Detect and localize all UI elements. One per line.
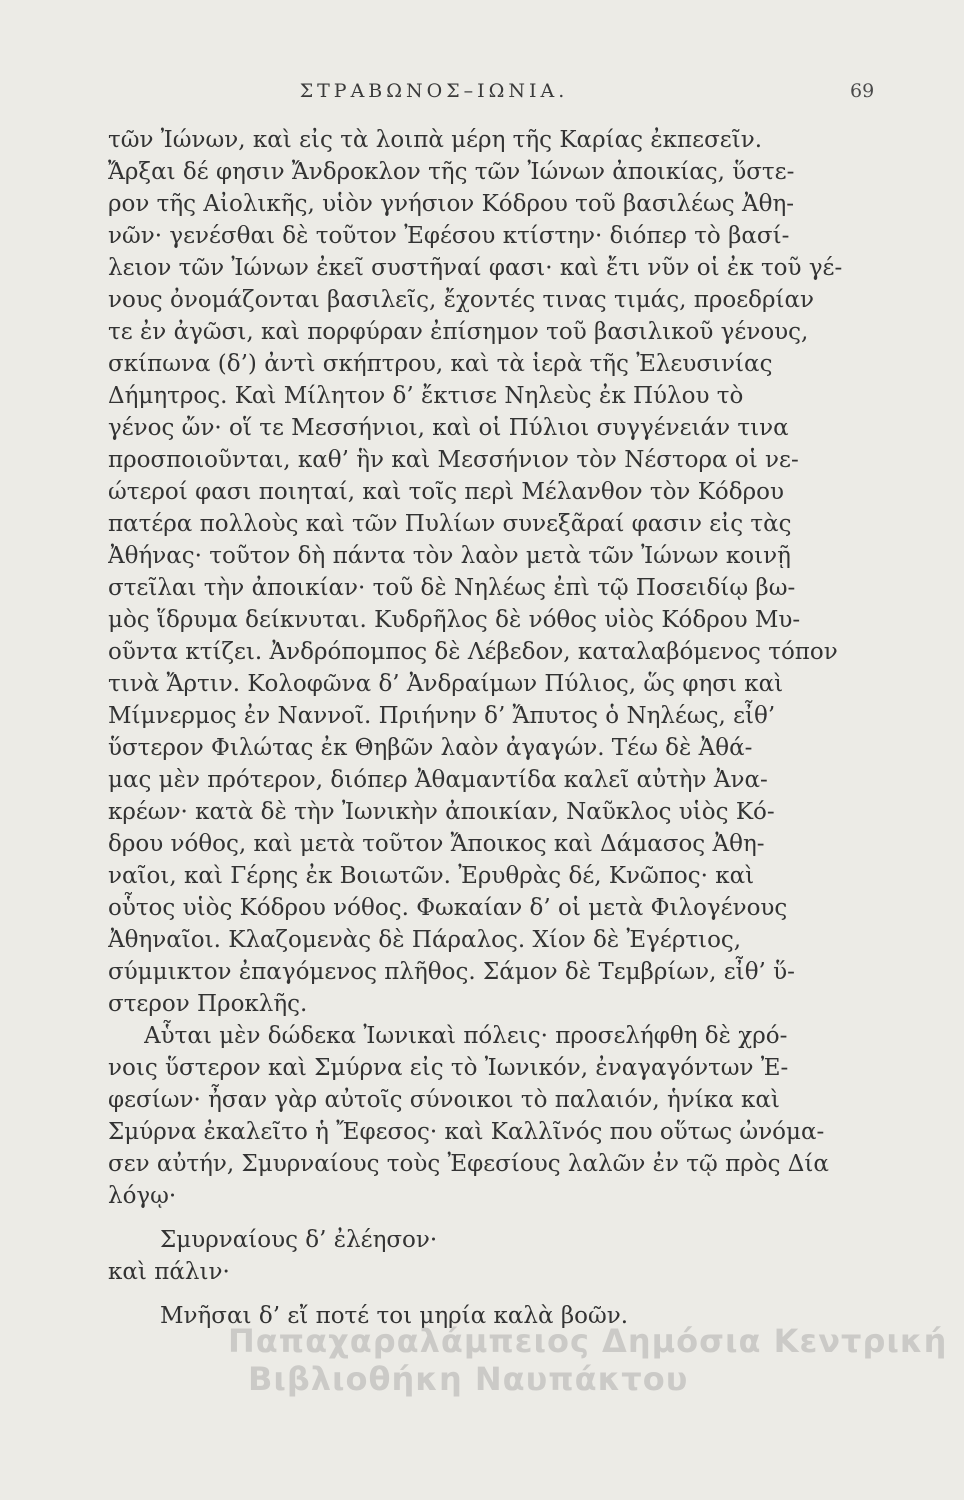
running-head [0, 80, 964, 110]
text-line: Σμύρνα ἐκαλεῖτο ἡ Ἔφεσος· καὶ Καλλῖνός που οὕτως ὠνόμα- [108, 1119, 825, 1145]
text-line: Ἀθήνας· τοῦτον δὴ πάντα τὸν λαὸν μετὰ τῶν Ἰώνων κοινῇ [108, 543, 791, 569]
text-line: ώτεροί φασι ποιηταί, καὶ τοῖς περὶ Μέλανθον τὸν Κόδρου [108, 479, 784, 505]
text-line: γένος ὤν· οἵ τε Μεσσήνιοι, καὶ οἱ Πύλιοι συγγένειάν τινα [108, 415, 789, 441]
text-line: οὗτος υἱὸς Κόδρου νόθος. Φωκαίαν δ’ οἱ μετὰ Φιλογένους [108, 895, 788, 921]
text-line: Αὗται μὲν δώδεκα Ἰωνικαὶ πόλεις· προσελήφθη δὲ χρό- [144, 1023, 788, 1049]
text-line: Ἀθηναῖοι. Κλαζομενὰς δὲ Πάραλος. Χίον δὲ Ἐγέρτιος, [108, 927, 742, 953]
text-line: ναῖοι, καὶ Γέρης ἐκ Βοιωτῶν. Ἐρυθρὰς δέ, Κνῶπος· καὶ [108, 863, 755, 889]
text-line: Δήμητρος. Καὶ Μίλητον δ’ ἔκτισε Νηλεὺς ἐκ Πύλου τὸ [108, 383, 744, 409]
text-line: σεν αὐτήν, Σμυρναίους τοὺς Ἐφεσίους λαλῶν ἐν τῷ πρὸς Δία [108, 1151, 829, 1177]
text-line: μὸς ἵδρυμα δείκνυται. Κυδρῆλος δὲ νόθος υἱὸς Κόδρου Μυ- [108, 607, 801, 633]
text-line: τινὰ Ἄρτιν. Κολοφῶνα δ’ Ἀνδραίμων Πύλιος, ὥς φησι καὶ [108, 671, 784, 697]
text-line: ὕστερον Φιλώτας ἐκ Θηβῶν λαὸν ἀγαγών. Τέω δὲ Ἀθά- [108, 735, 753, 761]
text-line: πατέρα πολλοὺς καὶ τῶν Πυλίων συνεξᾶραί φασιν εἰς τὰς [108, 511, 792, 537]
text-line: δρου νόθος, καὶ μετὰ τοῦτον Ἄποικος καὶ Δάμασος Ἀθη- [108, 831, 765, 857]
text-line: σκίπωνα (δ’) ἀντὶ σκήπτρου, καὶ τὰ ἱερὰ τῆς Ἐλευσινίας [108, 351, 773, 377]
verse-line: Μνῆσαι δ’ εἴ ποτέ τοι μηρία καλὰ βοῶν. [160, 1303, 629, 1329]
running-title: ΣΤΡΑΒΩΝΟΣ–ΙΩΝΙΑ. [299, 80, 569, 102]
text-line: οῦντα κτίζει. Ἀνδρόπομπος δὲ Λέβεδον, καταλαβόμενος τόπον [108, 639, 838, 665]
text-line: φεσίων· ἦσαν γὰρ αὐτοῖς σύνοικοι τὸ παλαιόν, ἡνίκα καὶ [108, 1087, 780, 1113]
text-line: μας μὲν πρότερον, διόπερ Ἀθαμαντίδα καλεῖ αὐτὴν Ἀνα- [108, 767, 768, 793]
watermark-line-2: Βιβλιοθήκη Ναυπάκτου [248, 1360, 689, 1398]
text-line: νῶν· γενέσθαι δὲ τοῦτον Ἐφέσου κτίστην· διόπερ τὸ βασί- [108, 223, 790, 249]
verse-line: Σμυρναίους δ’ ἐλέησον· [160, 1227, 438, 1253]
page-number: 69 [850, 80, 875, 102]
text-line: σύμμικτον ἐπαγόμενος πλῆθος. Σάμον δὲ Τεμβρίων, εἶθ’ ὕ- [108, 959, 795, 985]
text-line: τε ἐν ἀγῶσι, καὶ πορφύραν ἐπίσημον τοῦ βασιλικοῦ γένους, [108, 319, 809, 345]
text-line: κρέων· κατὰ δὲ τὴν Ἰωνικὴν ἀποικίαν, Ναῦκλος υἱὸς Κό- [108, 799, 775, 825]
text-line: προσποιοῦνται, καθ’ ἣν καὶ Μεσσήνιον τὸν Νέστορα οἱ νε- [108, 447, 799, 473]
text-line: τῶν Ἰώνων, καὶ εἰς τὰ λοιπὰ μέρη τῆς Καρίας ἐκπεσεῖν. [108, 127, 763, 153]
text-line: νοις ὕστερον καὶ Σμύρνα εἰς τὸ Ἰωνικόν, ἐναγαγόντων Ἐ- [108, 1055, 789, 1081]
text-line: καὶ πάλιν· [108, 1259, 230, 1285]
text-line: Ἄρξαι δέ φησιν Ἄνδροκλον τῆς τῶν Ἰώνων ἀποικίας, ὕστε- [108, 159, 795, 185]
library-watermark [228, 1322, 948, 1398]
text-line: Μίμνερμος ἐν Ναννοῖ. Πριήνην δ’ Ἄπυτος ὁ Νηλέως, εἶθ’ [108, 703, 776, 729]
text-line: στεῖλαι τὴν ἀποικίαν· τοῦ δὲ Νηλέως ἐπὶ τῷ Ποσειδίῳ βω- [108, 575, 796, 601]
text-line: νους ὀνομάζονται βασιλεῖς, ἔχοντές τινας τιμάς, προεδρίαν [108, 287, 815, 313]
text-line: λειον τῶν Ἰώνων ἐκεῖ συστῆναί φασι· καὶ ἔτι νῦν οἱ ἐκ τοῦ γέ- [108, 255, 843, 281]
text-line: λόγῳ· [108, 1183, 177, 1209]
watermark-line-1: Παπαχαραλάμπειος Δημόσια Κεντρική [228, 1322, 948, 1360]
text-line: ρον τῆς Αἰολικῆς, υἱὸν γνήσιον Κόδρου τοῦ βασιλέως Ἀθη- [108, 191, 794, 217]
text-line: στερον Προκλῆς. [108, 991, 308, 1017]
